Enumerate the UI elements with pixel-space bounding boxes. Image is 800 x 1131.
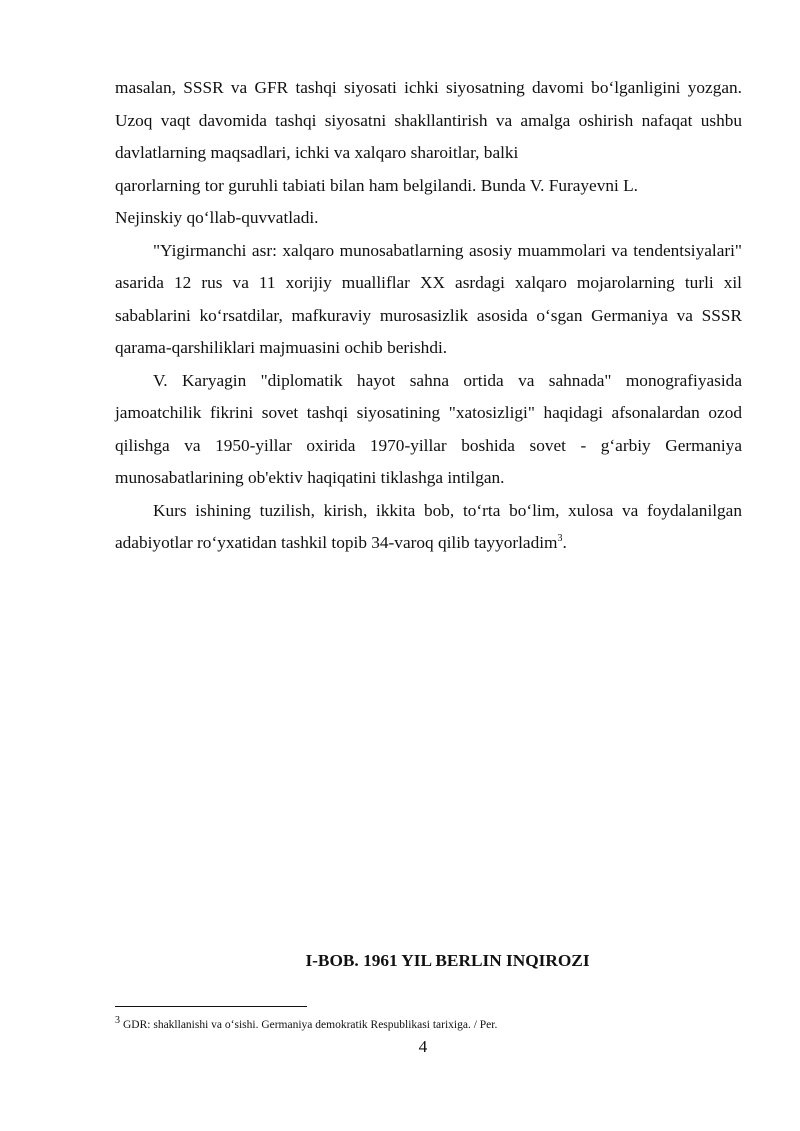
paragraph-4-end: .: [562, 533, 567, 552]
footnote-marker: 3: [115, 1015, 120, 1027]
page-number: 4: [418, 1037, 428, 1056]
paragraph-1-text: masalan, SSSR va GFR tashqi siyosati ichki siyosatning davomi bo‘lganligini yozgan. Uzoq vaqt davomida tashqi siyosatni shakllantirish va amalga oshirish nafaqat ushbu davlatlarning maqsadlari, ichki va xalqaro sharoitlar, balki: [115, 78, 742, 162]
paragraph-1-line-5: Nejinskiy qo‘llab-quvvatladi.: [115, 208, 319, 227]
paragraph-4-text: Kurs ishining tuzilish, kirish, ikkita bob, to‘rta bo‘lim, xulosa va foydalanilgan adabiyotlar ro‘yxatidan tashkil topib 34-varoq qilib tayyorladim: [115, 500, 742, 552]
body-text: [115, 72, 742, 560]
chapter-title: I-BOB. 1961 YIL BERLIN INQIROZI: [305, 951, 590, 970]
paragraph-2: "Yigirmanchi asr: xalqaro munosabatlarning asosiy muammolari va tendentsiyalari" asarida 12 rus va 11 xorijiy mualliflar XX asrdagi xalqaro mojarolarning turli xil sabablarini ko‘rsatdilar, mafkuraviy murosasizlik asosida o‘sgan Germaniya va SSSR qarama-qarshiliklari majmuasini ochib berishdi.: [115, 240, 742, 357]
paragraph-4: [115, 495, 742, 560]
paragraph-3: V. Karyagin "diplomatik hayot sahna ortida va sahnada" monografiyasida jamoatchilik fikrini sovet tashqi siyosatining "xatosizligi" haqidagi afsonalardan ozod qilishga va 1950-yillar oxirida 1970-yillar boshida sovet - g‘arbiy Germaniya munosabatlarining ob'ektiv haqiqatini tiklashga intilgan.: [115, 370, 742, 487]
footnote-separator: [115, 1006, 307, 1007]
paragraph-1: [115, 72, 742, 235]
footnote: [115, 1016, 755, 1034]
paragraph-1-line-4: qarorlarning tor guruhli tabiati bilan ham belgilandi. Bunda V. Furayevni L.: [115, 175, 638, 195]
footnote-text: GDR: shakllanishi va o‘sishi. Germaniya demokratik Respublikasi tarixiga. / Per.: [123, 1019, 498, 1031]
footnote-reference[interactable]: 3: [557, 533, 563, 545]
